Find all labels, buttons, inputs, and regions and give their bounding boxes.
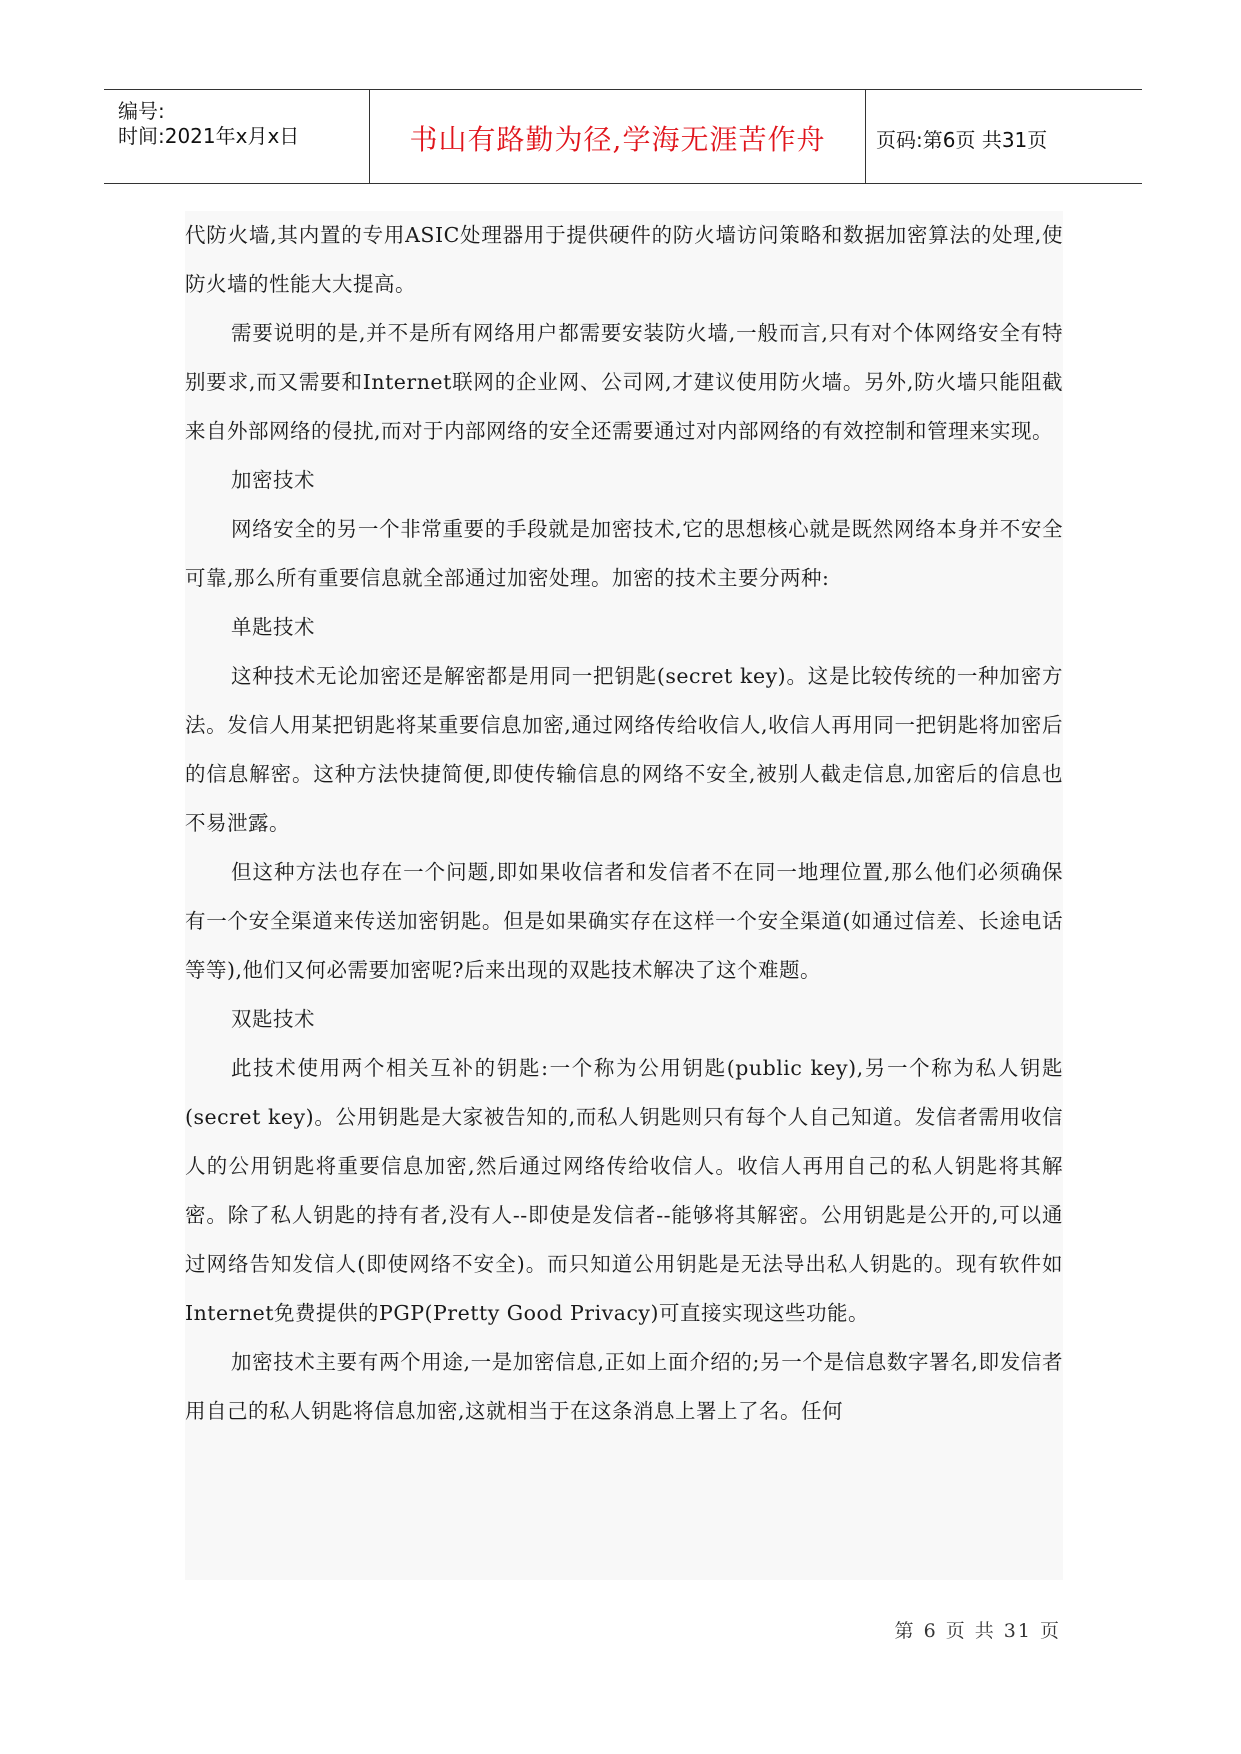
- document-body: [185, 211, 1063, 1580]
- section-heading: 双匙技术: [231, 1007, 315, 1031]
- body-paragraph: 网络安全的另一个非常重要的手段就是加密技术,它的思想核心就是既然网络本身并不安全可靠,那么所有重要信息就全部通过加密处理。加密的技术主要分两种:: [185, 517, 1063, 590]
- header-page-code: 页码:第6页 共31页: [876, 128, 1048, 152]
- header-info-cell: [104, 90, 370, 183]
- document-number-label: 编号:: [118, 99, 165, 123]
- header-page-cell: [866, 90, 1142, 183]
- body-paragraph: 此技术使用两个相关互补的钥匙:一个称为公用钥匙(public key),另一个称为私人钥匙(secret key)。公用钥匙是大家被告知的,而私人钥匙则只有每个人自己知道。发信者需用收信人的公用钥匙将重要信息加密,然后通过网络传给收信人。收信人再用自己的私人钥匙将其解密。除了私人钥匙的持有者,没有人--即使是发信者--能够将其解密。公用钥匙是公开的,可以通过网络告知发信人(即使网络不安全)。而只知道公用钥匙是无法导出私人钥匙的。现有软件如Internet免费提供的PGP(Pretty Good Privacy)可直接实现这些功能。: [185, 1056, 1063, 1325]
- body-paragraph: 加密技术主要有两个用途,一是加密信息,正如上面介绍的;另一个是信息数字署名,即发信者用自己的私人钥匙将信息加密,这就相当于在这条消息上署上了名。任何: [185, 1350, 1063, 1423]
- section-heading: 加密技术: [231, 468, 315, 492]
- section-heading: 单匙技术: [231, 615, 315, 639]
- body-paragraph: 但这种方法也存在一个问题,即如果收信者和发信者不在同一地理位置,那么他们必须确保有一个安全渠道来传送加密钥匙。但是如果确实存在这样一个安全渠道(如通过信差、长途电话等等),他们又何必需要加密呢?后来出现的双匙技术解决了这个难题。: [185, 860, 1063, 982]
- body-paragraph: 代防火墙,其内置的专用ASIC处理器用于提供硬件的防火墙访问策略和数据加密算法的处理,使防火墙的性能大大提高。: [185, 223, 1063, 296]
- body-paragraph: 需要说明的是,并不是所有网络用户都需要安装防火墙,一般而言,只有对个体网络安全有特别要求,而又需要和Internet联网的企业网、公司网,才建议使用防火墙。另外,防火墙只能阻截来自外部网络的侵扰,而对于内部网络的安全还需要通过对内部网络的有效控制和管理来实现。: [185, 321, 1063, 443]
- page-header: [104, 89, 1142, 184]
- body-paragraph: 这种技术无论加密还是解密都是用同一把钥匙(secret key)。这是比较传统的一种加密方法。发信人用某把钥匙将某重要信息加密,通过网络传给收信人,收信人再用同一把钥匙将加密后的信息解密。这种方法快捷简便,即使传输信息的网络不安全,被别人截走信息,加密后的信息也不易泄露。: [185, 664, 1063, 835]
- header-motto-cell: [370, 90, 866, 183]
- header-motto: 书山有路勤为径,学海无涯苦作舟: [409, 123, 826, 156]
- document-time-label: 时间:2021年x月x日: [118, 124, 300, 148]
- page-footer: 第 6 页 共 31 页: [894, 1620, 1061, 1642]
